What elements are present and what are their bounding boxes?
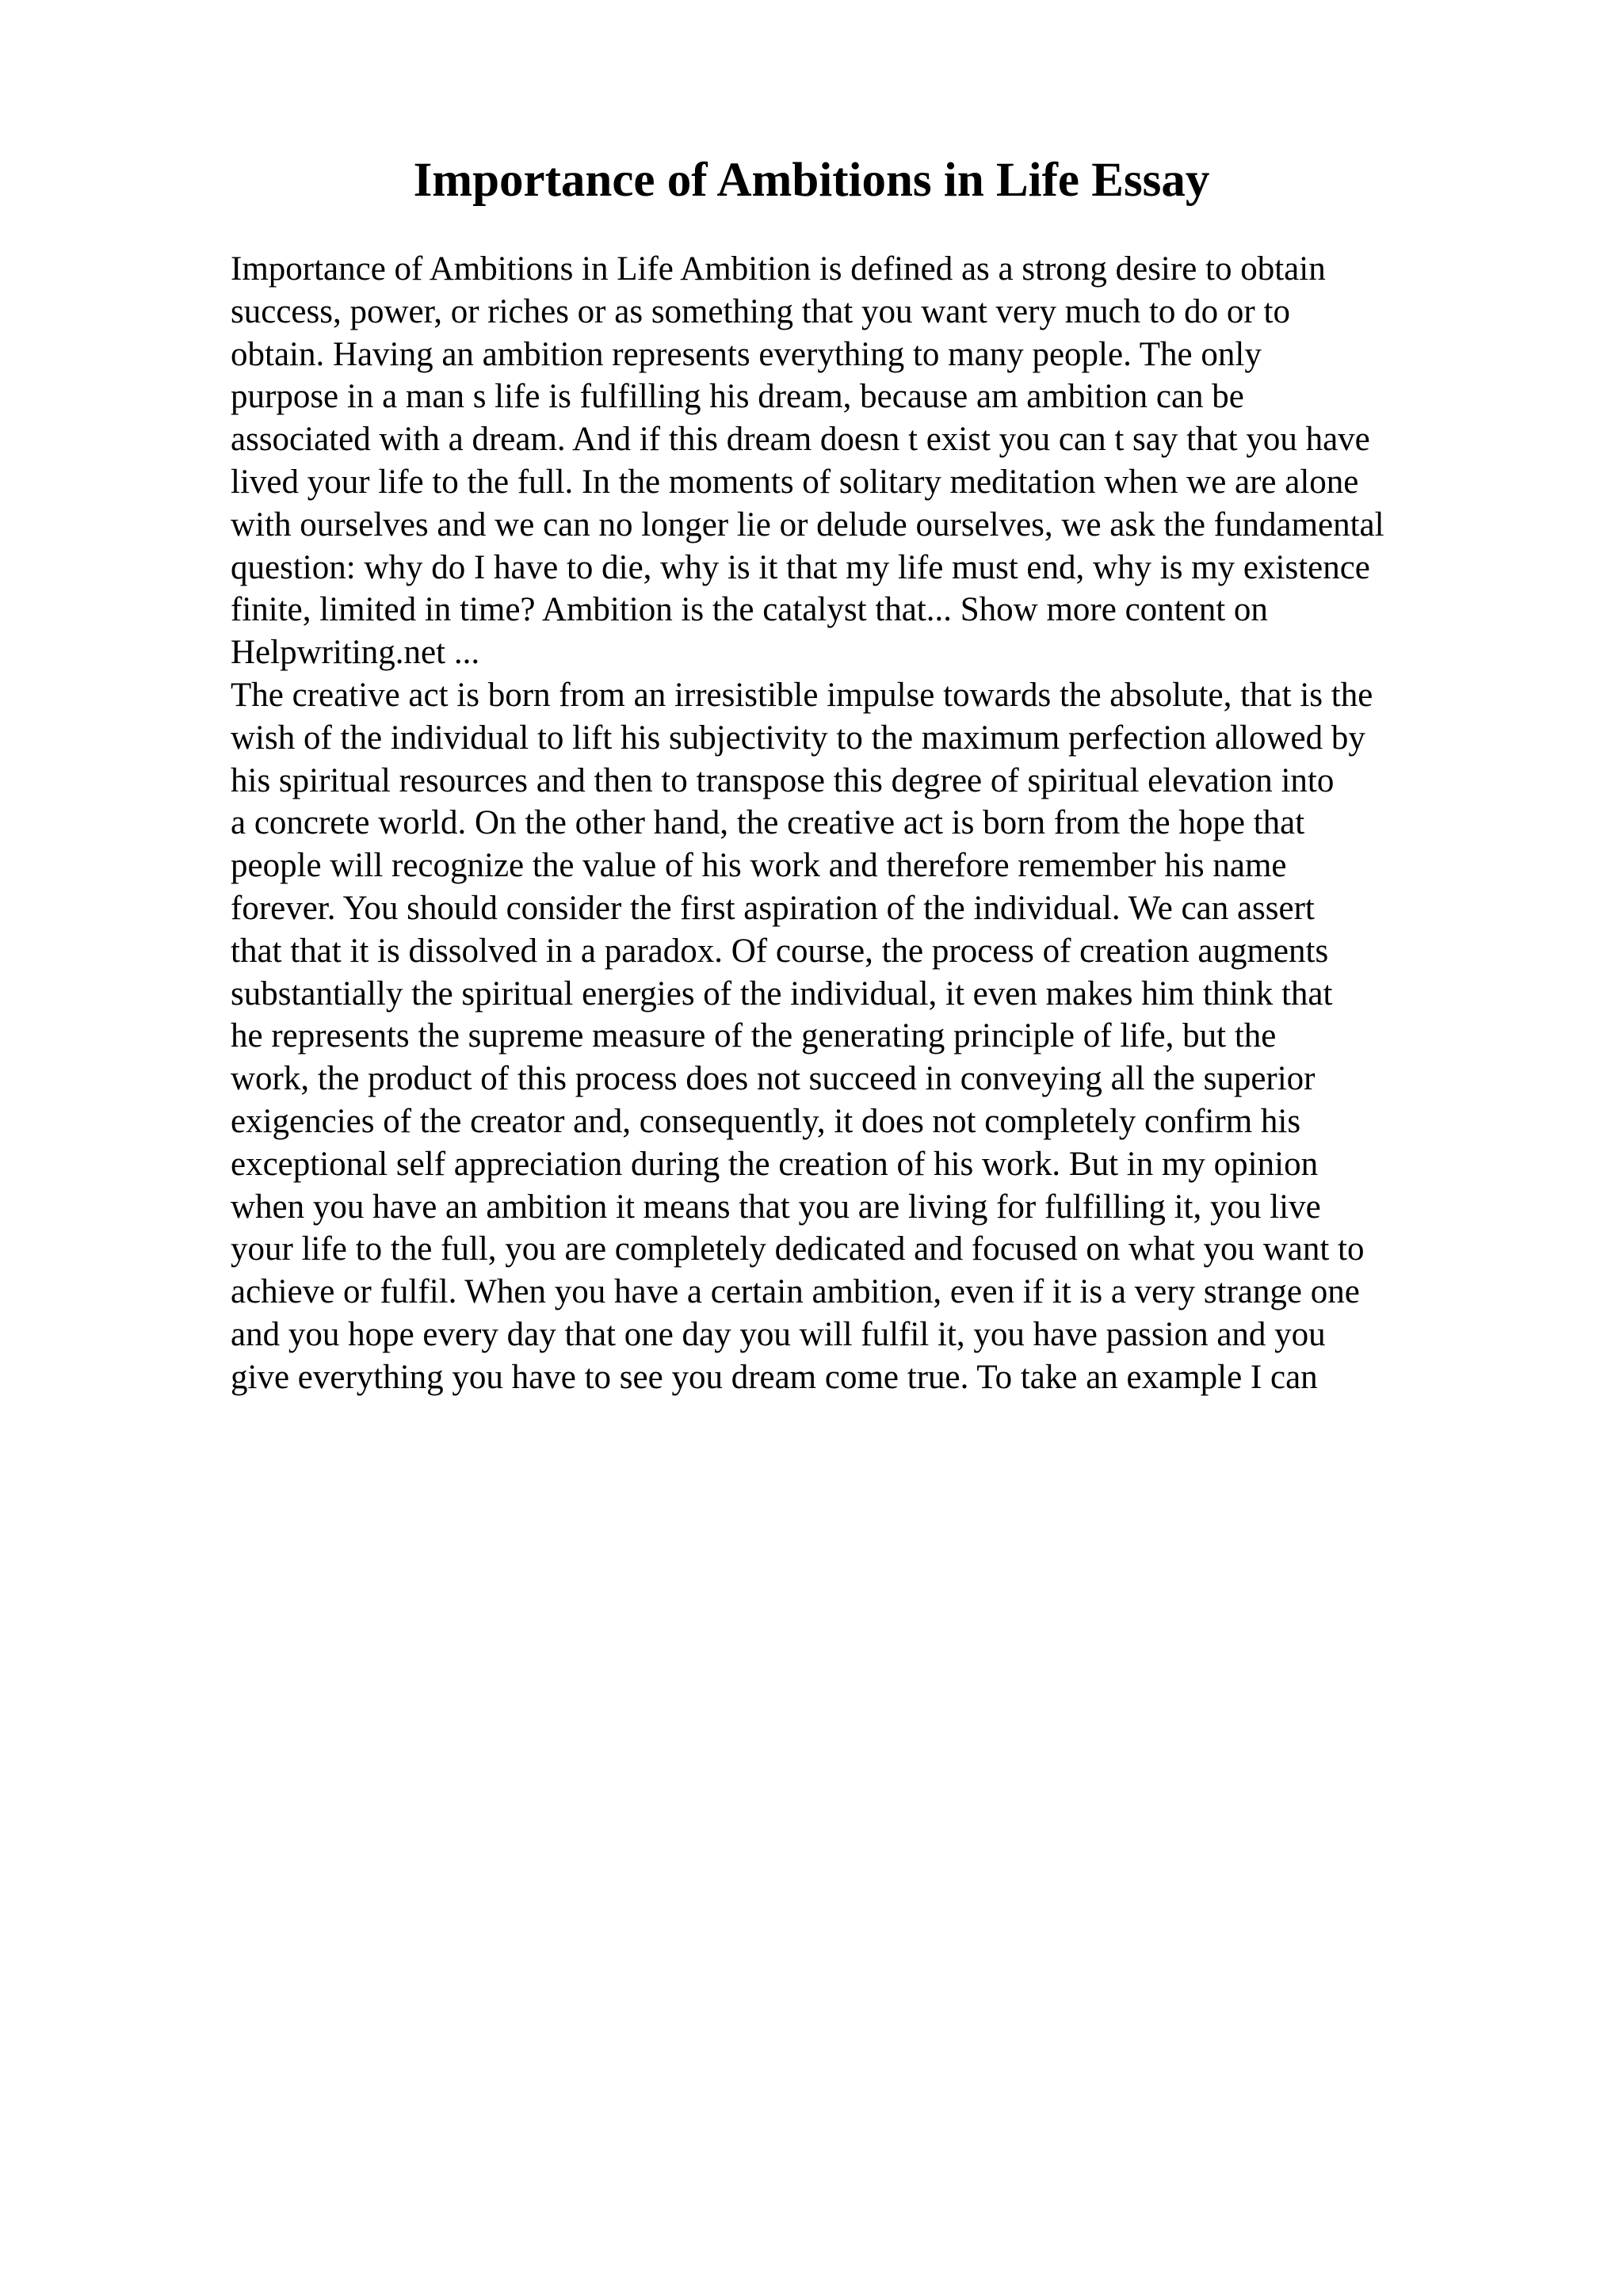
body-line: and you hope every day that one day you will fulfil it, you have passion and you	[231, 1315, 1326, 1353]
document-body	[231, 248, 1499, 1399]
body-line: your life to the full, you are completely dedicated and focused on what you want to	[231, 1230, 1365, 1268]
body-line: a concrete world. On the other hand, the creative act is born from the hope that	[231, 804, 1305, 842]
body-line: purpose in a man s life is fulfilling his dream, because am ambition can be	[231, 378, 1244, 416]
body-line: question: why do I have to die, why is it that my life must end, why is my existence	[231, 548, 1370, 586]
body-line: work, the product of this process does not succeed in conveying all the superior	[231, 1060, 1316, 1098]
body-line: forever. You should consider the first aspiration of the individual. We can assert	[231, 889, 1315, 927]
body-line: Helpwriting.net ...	[231, 634, 480, 672]
body-line: success, power, or riches or as something that you want very much to do or to	[231, 292, 1290, 330]
body-line: achieve or fulfil. When you have a certain ambition, even if it is a very strange one	[231, 1273, 1360, 1311]
body-line: wish of the individual to lift his subjectivity to the maximum perfection allowed by	[231, 719, 1365, 757]
body-line: when you have an ambition it means that you are living for fulfilling it, you live	[231, 1188, 1321, 1226]
body-line: exigencies of the creator and, consequently, it does not completely confirm his	[231, 1102, 1301, 1140]
body-line: finite, limited in time? Ambition is the catalyst that... Show more content on	[231, 591, 1268, 629]
body-line: give everything you have to see you dream come true. To take an example I can	[231, 1358, 1318, 1396]
body-line: exceptional self appreciation during the creation of his work. But in my opinion	[231, 1145, 1319, 1183]
body-line: that that it is dissolved in a paradox. Of course, the process of creation augments	[231, 932, 1329, 970]
body-line: Importance of Ambitions in Life Ambition is defined as a strong desire to obtain	[231, 250, 1326, 288]
body-line: The creative act is born from an irresistible impulse towards the absolute, that is the	[231, 676, 1373, 714]
body-line: obtain. Having an ambition represents everything to many people. The only	[231, 335, 1262, 373]
document-title: Importance of Ambitions in Life Essay	[413, 154, 1210, 207]
body-line: he represents the supreme measure of the generating principle of life, but the	[231, 1017, 1277, 1055]
body-line: people will recognize the value of his work and therefore remember his name	[231, 847, 1287, 885]
body-line: associated with a dream. And if this dream doesn t exist you can t say that you have	[231, 421, 1370, 459]
body-line: lived your life to the full. In the moments of solitary meditation when we are alone	[231, 463, 1359, 501]
body-line: substantially the spiritual energies of the individual, it even makes him think that	[231, 974, 1333, 1013]
body-line: with ourselves and we can no longer lie or delude ourselves, we ask the fundamental	[231, 505, 1384, 543]
body-line: his spiritual resources and then to transpose this degree of spiritual elevation into	[231, 761, 1335, 799]
